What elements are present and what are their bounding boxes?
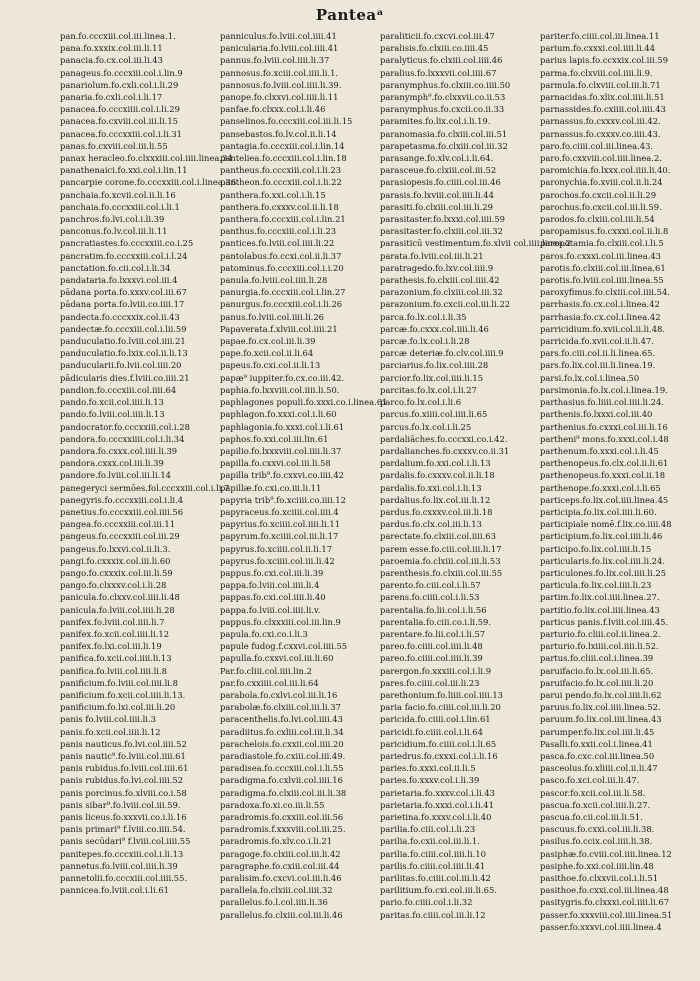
index-entry: paranymphus.fo.cxcii.co.ii.33: [380, 104, 505, 115]
index-entry: paria facio.fo.ciiii.col.iii.li.20: [380, 702, 501, 713]
index-entry: pasiphæ.fo.cviii.col.iiii.linea.12: [540, 848, 672, 859]
index-entry: paranymph⁹.fo.clxxvii.co.ii.53: [380, 92, 506, 103]
index-entry: parabolæ.fo.clxiii.col.iii.li.37: [220, 702, 341, 713]
index-entry: panacia.fo.cx.col.iii.li.43: [60, 55, 163, 66]
index-entry: paradiastole.fo.cxiii.col.iii.49.: [220, 750, 346, 761]
index-entry: pappa.fo.lviii.col.iiii.li.v.: [220, 604, 321, 615]
index-entry: paritas.fo.ciiii.col.iii.li.12: [380, 909, 486, 920]
index-entry: pasceolus.fo.xliiii.col.ii.li.47: [540, 763, 658, 774]
index-entry: pandore.fo.lviii.col.iii.li.14: [60, 470, 171, 481]
index-entry: panifex.fo.lxi.col.iii.li.19: [60, 641, 162, 652]
index-entry: paricida.fo.ciiii.col.i.lin.61: [380, 714, 491, 725]
index-entry: panitepes.fo.cccxiii.col.i.li.13: [60, 848, 184, 859]
index-entry: panthera.fo.xxi.col.i.li.15: [220, 189, 326, 200]
index-entry: panthus.fo.cccxiii.col.i.li.23: [220, 226, 337, 237]
index-entry: panificium.fo.lxi.col.iii.li.20: [60, 702, 176, 713]
index-entry: parricida.fo.xvii.col.ii.li.47.: [540, 336, 654, 347]
index-entry: pasiphe.fo.xxi.col.iiii.lin.48: [540, 860, 654, 871]
index-entry: participiale nomē.f.lix.co.iiii.48: [540, 519, 672, 530]
index-entry: panis.fo.xcii.col.iiii.li.12: [60, 726, 161, 737]
index-entry: paralius.fo.lxxxvii.col.iiii.67: [380, 67, 497, 78]
index-entry: papyrus.fo.xciiii.col.iii.li.42: [220, 555, 335, 566]
index-entry: panduculatio.fo.lviii.col.iiii.21: [60, 336, 186, 347]
index-entry: parnassides.fo.cxiiii.col.iiii.43: [540, 104, 666, 115]
index-entry: panis liceus.fo.xxxvii.co.i.li.16: [60, 812, 187, 822]
index-column-1: [60, 30, 237, 975]
index-entry: parazonium.fo.cxcii.col.iii.li.22: [380, 299, 511, 310]
index-entry: parma.fo.clxviii.col.iiii.li.9.: [540, 67, 653, 78]
index-entry: panis rubidus.fo.lviii.col.iiii.61: [60, 763, 189, 774]
index-entry: paruifacio.fo.lx.col.iiii.li.20: [540, 677, 654, 688]
index-column-2: [220, 30, 388, 975]
index-entry: parnassus.fo.cxxxv.col.iii.42.: [540, 116, 661, 127]
index-entry: paradoxa.fo.xi.co.iii.li.55: [220, 799, 325, 810]
index-entry: paragraphe.fo.cxiii.col.iii.44: [220, 860, 340, 871]
index-entry: paruifacio.fo.lx.col.iii.li.65.: [540, 665, 654, 676]
index-entry: panax heracleo.fo.clxxxiii.col.iiii.linea.34: [60, 153, 233, 164]
index-entry: parenthesis.fo.clxiii.col.iii.55: [380, 567, 503, 578]
index-entry: parasis.fo.lxviii.col.iiii.li.44: [380, 189, 494, 200]
index-entry: pardus.fo.clx.col.iii.li.13: [380, 519, 482, 530]
index-entry: parentalia.fo.lii.col.i.li.56: [380, 604, 487, 615]
index-entry: parui pendo.fo.lx.col.iiii.li.62: [540, 689, 662, 700]
index-entry: parturio.fo.lxiiii.col.iiii.li.52.: [540, 641, 659, 652]
index-entry: paradromis.f.xxxviii.col.iii.25.: [220, 824, 346, 835]
index-entry: papulla.fo.cxxvi.col.iii.li.60: [220, 653, 334, 664]
index-entry: parallelus.fo.l.col.iiii.li.36: [220, 897, 328, 908]
index-entry: paralisis.fo.clxiii.co.iiii.45: [380, 43, 489, 54]
index-entry: panariolum.fo.cxli.col.i.li.29: [60, 79, 179, 90]
index-entry: pando.fo.lviii.col.iiii.li.13: [60, 409, 165, 420]
index-entry: panconus.fo.lv.col.iii.li.11: [60, 226, 168, 237]
index-entry: pancratiastes.fo.cccxxiii.co.i.25: [60, 238, 194, 249]
index-entry: pasco.fo.xci.col.iii.li.47.: [540, 775, 640, 786]
index-entry: pannosus.fo.lviii.col.iiii.li.39.: [220, 79, 342, 90]
index-entry: panfae.fo.clxxx.col.i.li.46: [220, 104, 326, 115]
index-entry: papyria trib⁹.fo.xciiii.co.iiii.12: [220, 494, 346, 505]
index-entry: panageus.fo.cccxiii.col.i.lin.9: [60, 67, 183, 78]
index-entry: participium.fo.lix.col.iiii.li.46: [540, 531, 663, 542]
index-entry: panctation.fo.cii.col.i.li.34: [60, 262, 171, 273]
index-entry: papillæ.fo.cxi.co.iii.li.11: [220, 482, 322, 493]
index-entry: parsi.fo.lx.col.i.linea.50: [540, 372, 640, 383]
index-entry: pardalis.fo.xxi.col.i.li.13: [380, 482, 482, 493]
index-entry: paradromis.fo.xlv.co.i.li.21: [220, 836, 333, 847]
index-entry: parachelois.fo.cxxii.col.iiii.20: [220, 738, 344, 749]
index-entry: panchaia.fo.cccxxiii.col.i.li.1: [60, 201, 180, 212]
index-entry: panacea.fo.cccxiiii.col.i.li.29: [60, 104, 180, 115]
index-entry: parcus.fo.xiiii.col.iiii.li.65: [380, 409, 488, 420]
index-entry: parata.fo.lviii.col.iii.li.21: [380, 250, 484, 261]
index-entry: panope.fo.clxxvi.col.iiii.li.11: [220, 92, 339, 103]
index-entry: panicularia.fo.lviii.col.iiii.41: [220, 43, 339, 54]
index-entry: parthenius.fo.cxxxi.col.iii.li.16: [540, 421, 668, 432]
index-entry: parilia.fo.ciii.col.i.li.23: [380, 824, 476, 835]
index-entry: panchaia.fo.xcvii.col.ii.li.16: [60, 189, 176, 200]
index-entry: pandion.fo.cccxiii.col.iiii.64: [60, 384, 177, 395]
index-entry: parcitas.fo.lx.col.i.li.27: [380, 384, 477, 395]
index-entry: papula.fo.cxi.co.i.li.3: [220, 628, 308, 639]
index-entry: pādana porta.fo.xxxv.col.iii.67: [60, 287, 187, 298]
index-entry: parcus.fo.lx.col.i.li.25: [380, 421, 472, 432]
index-entry: parciarius.fo.lix.col.iiii.28: [380, 360, 489, 371]
index-entry: panduculatio.fo.lxix.col.ii.li.13: [60, 348, 188, 359]
index-entry: panis porcinus.fo.xlviii.co.i.58: [60, 787, 187, 798]
index-entry: panis secūdari⁹ f.lviii.col.iiii.55: [60, 836, 191, 847]
index-entry: paranomasia.fo.clxiii.col.iii.51: [380, 128, 508, 139]
index-entry: papae.fo.cx.col.iii.li.39: [220, 336, 316, 347]
index-entry: parasiticū vestimentum.fo.xlvii col.iiii.linea.2: [380, 238, 571, 249]
index-entry: panis sibar⁹.fo.lviii.col.iii.59.: [60, 799, 181, 810]
index-entry: papyraceus.fo.xciiii.col.iiii.4: [220, 506, 339, 517]
index-entry: parotis.fo.lviii.col.iiii.linea.55: [540, 275, 664, 286]
index-entry: pars.fo.lix.col.iii.li.linea.19.: [540, 360, 656, 371]
index-entry: panniculus.fo.lviii.col.iiii.41: [220, 31, 337, 41]
index-entry: pareo.fo.ciiii.col.iiii.li.39: [380, 653, 483, 664]
index-entry: pandora.fo.cccxxiiii.col.i.li.34: [60, 433, 185, 444]
index-entry: parthenopeus.fo.xxxi.col.ii.18: [540, 470, 666, 481]
index-entry: paroemia.fo.clxiii.col.iii.li.53: [380, 555, 501, 566]
index-entry: parilitium.fo.cxi.col.iii.li.65.: [380, 885, 497, 896]
index-entry: pasitygris.fo.clxxxi.col.iiii.li.67: [540, 897, 670, 908]
index-entry: pardaliāches.fo.cccxxi.co.i.42.: [380, 433, 508, 444]
index-entry: panus.fo.lviii.col.iiii.li.26: [220, 311, 324, 322]
index-entry: parasitaster.fo.clxiii.col.iii.32: [380, 226, 503, 237]
index-entry: papeus.fo.cxi.col.ii.li.13: [220, 360, 321, 371]
index-entry: paronychia.fo.xviii.col.ii.li.24: [540, 177, 663, 188]
index-entry: panselinos.fo.cccxiii.col.iii.li.15: [220, 116, 353, 127]
index-entry: parthenopeus.fo.clx.col.ii.li.61: [540, 458, 669, 469]
index-entry: parectate.fo.clxiii.col.iiii.63: [380, 531, 496, 542]
index-entry: parasceue.fo.clxiii.col.iii.52: [380, 165, 497, 176]
index-entry: pardalium.fo.xxi.col.i.li.13: [380, 458, 491, 469]
index-entry: parium.fo.cxxxi.col.iiii.li.44: [540, 43, 656, 54]
index-entry: particulones.fo.lix.col.iiii.li.25: [540, 567, 667, 578]
index-entry: pancratim.fo.cccxxiii.col.i.l.24: [60, 250, 188, 261]
index-entry: panchros.fo.lvi.col.i.li.39: [60, 214, 165, 225]
index-entry: parotis.fo.clxiii.col.iii.linea.61: [540, 262, 666, 273]
index-entry: pareo.fo.ciiii.col.iiii.li.48: [380, 641, 483, 652]
index-entry: parumper.fo.lix.col.iiii.li.45: [540, 726, 655, 737]
index-entry: paruum.fo.lix.col.iiii.linea.43: [540, 714, 662, 725]
index-entry: pariter.fo.ciiii.col.iii.linea.11: [540, 31, 660, 41]
index-entry: papyrius.fo.xciiii.col.iiii.li.11: [220, 519, 341, 530]
index-entry: pana.fo.xxxix.col.iii.li.11: [60, 43, 163, 54]
index-entry: pandora.cxxx.col.iii.li.39: [60, 458, 164, 469]
index-entry: parentalia.fo.ciii.co.i.li.59.: [380, 616, 492, 627]
index-entry: paranymphus.fo.clxiii.co.iiii.50: [380, 79, 511, 90]
index-entry: parens.fo.ciiii.col.i.li.53: [380, 592, 480, 603]
index-entry: panula.fo.lviii.col.iiii.li.28: [220, 275, 328, 286]
index-entry: pannetolii.fo.cccxiii.col.iiii.55.: [60, 873, 188, 884]
index-entry: panurgia.fo.cccxiii.col.i.lin.27: [220, 287, 346, 298]
index-entry: parochos.fo.cxcii.col.ii.li.29: [540, 189, 657, 200]
index-entry: parasiti.fo.clxiii.col.iii.li.29: [380, 201, 493, 212]
index-entry: paratragedo.fo.lxv.col.iiii.9: [380, 262, 494, 273]
index-entry: pannicea.fo.lviii.col.i.li.61: [60, 885, 169, 896]
index-entry: parallelus.fo.clxiii.col.iii.li.46: [220, 909, 343, 920]
index-entry: parcæ.fo.cxxx.col.iiii.li.46: [380, 323, 489, 334]
index-entry: parergon.fo.xxxiii.col.i.li.9: [380, 665, 492, 676]
index-entry: panthera.fo.cccxiii.col.i.lin.21: [220, 214, 346, 225]
index-entry: panthera.fo.cxxxv.col.ii.li.18: [220, 201, 339, 212]
index-entry: pando.fo.xcii.col.iiii.li.13: [60, 397, 164, 408]
index-entry: pannosus.fo.xciii.col.iiii.li.1.: [220, 67, 339, 78]
index-entry: parrhasis.fo.cx.col.i.linea.42: [540, 299, 660, 310]
index-entry: parthasius.fo.liiii.col.iiii.li.24.: [540, 397, 664, 408]
index-columns: [60, 30, 692, 975]
index-entry: parasitaster.fo.lxxxi.col.iiii.59: [380, 214, 506, 225]
index-entry: parapetasma.fo.clxiii.col.iii.32: [380, 140, 508, 151]
index-entry: pardalius.fo.lix.col.iii.li.12: [380, 494, 491, 505]
index-entry: parilis.fo.ciiii.col.iiii.li.41: [380, 860, 486, 871]
index-entry: parilitas.fo.ciiii.col.iii.li.42: [380, 873, 491, 884]
index-entry: panas.fo.cxviii.col.iii.li.55: [60, 140, 168, 151]
index-entry: pangeus.fo.lxxvi.col.ii.li.3.: [60, 543, 171, 554]
index-entry: paro.fo.cxxviii.col.iiii.linea.2.: [540, 153, 662, 164]
index-entry: pantolabus.fo.ccxi.col.ii.li.37: [220, 250, 342, 261]
index-entry: parietina.fo.xxxv.col.i.li.40: [380, 812, 492, 822]
index-entry: pascua.fo.xcii.col.iiii.li.27.: [540, 799, 651, 810]
index-entry: paroxyfimus.fo.clxiii.col.iiii.54.: [540, 287, 670, 298]
index-entry: parodos.fo.clxiii.col.iii.li.54: [540, 214, 655, 225]
index-entry: par.fo.cxxiiii.col.iii.li.64: [220, 677, 319, 688]
index-entry: pariedrus.fo.cxxxi.col.i.li.16: [380, 750, 498, 761]
index-entry: pasithoe.fo.clxxvii.col.i.li.51: [540, 873, 659, 884]
index-entry: pandataria.fo.lxxxvi.col.iii.4: [60, 275, 178, 286]
index-entry: pars.fo.ciii.col.ii.li.linea.65.: [540, 348, 656, 359]
index-entry: panifex.fo.lviii.col.iiii.li.7: [60, 616, 165, 627]
index-entry: pario.fo.ciiii.col.i.li.32: [380, 897, 473, 908]
index-entry: pandocrator.fo.cccxxiii.col.i.28: [60, 421, 190, 432]
index-entry: pasilus.fo.ccix.col.iiii.li.38.: [540, 836, 653, 847]
index-entry: paphlagonia.fo.xxxi.col.i.li.61: [220, 421, 345, 432]
index-entry: pansebastos.fo.lv.col.ii.li.14: [220, 128, 337, 139]
index-entry: parricidium.fo.xvii.col.ii.li.48.: [540, 323, 666, 334]
index-entry: participia.fo.lix.col.iiii.li.60.: [540, 506, 657, 517]
index-entry: paphia.fo.lxxviii.col.iiii.li.50.: [220, 384, 340, 395]
index-entry: pannetus.fo.lviii.col.iiii.li.39: [60, 860, 178, 871]
index-entry: particula.fo.lix.col.iiii.li.23: [540, 580, 652, 591]
index-entry: particus panis.f.lviii.col.iiii.45.: [540, 616, 669, 627]
index-entry: pardus.fo.cxxxv.col.iii.li.18: [380, 506, 493, 517]
index-entry: pantagia.fo.cccxiii.col.i.lin.14: [220, 140, 345, 151]
index-column-4: [540, 30, 692, 975]
index-entry: Papaverata.f.xlviii.col.iiii.21: [220, 323, 338, 334]
index-entry: parcæ deteriæ.fo.clv.col.iiii.9: [380, 348, 504, 359]
index-entry: pasca.fo.cxc.col.iii.linea.50: [540, 750, 655, 761]
index-entry: panifica.fo.xcii.col.iiii.li.13: [60, 653, 172, 664]
index-entry: pancarpie corone.fo.cccxxiii.col.i.linea.36: [60, 177, 237, 188]
index-entry: panurgus.fo.cccxiii.col.i.li.26: [220, 299, 343, 310]
index-entry: pandectæ.fo.cccxiii.col.i.lii.59: [60, 323, 187, 334]
index-entry: parius lapis.fo.ccxxix.col.iii.59: [540, 55, 669, 66]
index-entry: panteliea.fo.cccxiii.col.i.lin.18: [220, 153, 347, 164]
index-entry: panegeryci sermōes.fol.cccxxiii.col.i.li.7: [60, 482, 230, 493]
index-entry: pappus.fo.clxxxiii.col.iii.lin.9: [220, 616, 341, 627]
index-entry: panifex.fo.xcii.col.iiii.li.12: [60, 628, 170, 639]
index-entry: panegyris.fo.cccxxiii.col.i.li.4: [60, 494, 184, 505]
index-entry: panicula.fo.lviii.col.iiii.li.28: [60, 604, 175, 615]
index-entry: panificium.fo.xcii.col.iiii.li.13.: [60, 689, 186, 700]
index-entry: paramites.fo.lix.col.i.li.19.: [380, 116, 491, 127]
index-entry: parnacidas.fo.xlix.col.iiii.li.51: [540, 92, 665, 103]
index-entry: panicula.fo.clxxv.col.iiii.li.48: [60, 592, 180, 603]
index-entry: paralyticus.fo.clxiii.col.iiii.46: [380, 55, 503, 66]
index-entry: papilla trib⁹.fo.cxxvi.co.iiii.42: [220, 470, 344, 481]
index-entry: pascor.fo.xcii.col.iii.li.58.: [540, 787, 646, 798]
index-entry: paropotamia.fo.clxiii.col.i.li.5: [540, 238, 664, 249]
index-entry: panifica.fo.lviii.col.iiii.li.8: [60, 665, 167, 676]
index-entry: papyrum.fo.xciiii.col.iii.li.17: [220, 531, 339, 542]
index-entry: pape.fo.xcii.col.ii.li.64: [220, 348, 314, 359]
index-entry: partheni⁹ mons.fo.xxxi.col.i.48: [540, 433, 669, 444]
index-entry: pantices.fo.lviii.col.iiii.li.22: [220, 238, 335, 249]
index-entry: panacea.fo.cccxxiii.col.i.li.31: [60, 128, 183, 139]
index-entry: papilla.fo.cxxvi.col.iii.li.58: [220, 458, 331, 469]
index-entry: parthenis.fo.lxxxi.col.iii.40: [540, 409, 653, 420]
index-entry: pascuus.fo.cxxi.col.iii.li.38.: [540, 824, 655, 835]
index-entry: pardalis.fo.cxxxv.col.ii.li.18: [380, 470, 495, 481]
index-entry: papæ⁹ iuppiter.fo.cx.co.iii.42.: [220, 372, 345, 383]
index-entry: panathenaici.fo.xxi.col.i.lin.11: [60, 165, 188, 176]
index-entry: paralisim.fo.cxcvi.col.iii.li.46: [220, 873, 342, 884]
index-entry: paragoge.fo.clxiii.col.iii.li.42: [220, 848, 341, 859]
index-entry: parazonium.fo.clxiii.col.iii.32: [380, 287, 503, 298]
index-entry: paphlagones populi.fo.xxxi.co.i.linea.61: [220, 397, 388, 408]
index-entry: parthenope.fo.xxxi.col.i.li.65: [540, 482, 661, 493]
index-entry: panetius.fo.cccxxiii.col.iiii.56: [60, 506, 184, 517]
index-entry: parilia.fo.ciiii.col.iiii.li.10: [380, 848, 486, 859]
index-entry: paro.fo.ciiii.col.iii.linea.43.: [540, 140, 654, 151]
index-entry: panis primari⁹ f.lviii.co.iiii.54.: [60, 824, 186, 835]
index-entry: paries.fo.xxxi.col.ii.li.5: [380, 763, 476, 774]
index-entry: participo.fo.lix.col.iiii.li.15: [540, 543, 652, 554]
page-header: Panteaᵃ: [315, 6, 385, 24]
index-entry: parmula.fo.clxviii.col.iii.li.71: [540, 79, 661, 90]
index-entry: Pasalli.fo.xxii.col.i.linea.41: [540, 738, 653, 749]
index-entry: parathesis.fo.clxiii.col.iiii.42: [380, 275, 500, 286]
index-entry: paruus.fo.lix.col.iiii.linea.52.: [540, 702, 661, 713]
index-entry: particeps.fo.lix.col.iiii.linea.45: [540, 494, 669, 505]
index-entry: papule fudog.f.cxxvi.col.iiii.55: [220, 641, 348, 652]
index-entry: panducularii.fo.lvii.col.iiii.20: [60, 360, 182, 371]
index-entry: paries.fo.xxxv.col.i.li.39: [380, 775, 480, 786]
index-entry: pan.fo.cccxiii.col.iii.linea.1.: [60, 31, 176, 41]
index-entry: parethonium.fo.liiii.col.iiii.13: [380, 689, 504, 700]
index-entry: paphos.fo.xxi.col.iii.lin.61: [220, 433, 329, 444]
index-entry: paradisea.fo.cccxiii.col.i.li.55: [220, 763, 344, 774]
index-entry: passer.fo.xxxviii.col.iiii.linea.51: [540, 909, 673, 920]
index-entry: pangi.fo.cxxxix.col.iii.li.60: [60, 555, 171, 566]
index-entry: parochus.fo.cxcii.col.iii.li.59.: [540, 201, 662, 212]
index-entry: pandora.fo.cxxx.col.iiii.li.39: [60, 445, 178, 456]
index-entry: pardalianches.fo.cxxxv.co.ii.31: [380, 445, 510, 456]
index-entry: parento.fo.ciii.col.i.li.57: [380, 580, 481, 591]
index-entry: parasange.fo.xlv.col.i.li.64.: [380, 153, 494, 164]
index-entry: pangea.fo.cccxxiii.col.iii.11: [60, 519, 176, 530]
index-entry: parca.fo.lx.col.i.li.35: [380, 311, 467, 322]
index-entry: parturio.fo.cliii.col.ii.linea.2.: [540, 628, 661, 639]
index-entry: parcæ.fo.lx.col.i.li.28: [380, 336, 470, 347]
index-entry: parietaria.fo.xxxi.col.i.li.41: [380, 799, 494, 810]
index-entry: particularis.fo.lix.col.iiii.li.24.: [540, 555, 665, 566]
index-entry: paricidi.fo.ciiii.col.i.li.64: [380, 726, 483, 737]
index-entry: paricidium.fo.ciiii.col.i.li.65: [380, 738, 497, 749]
index-entry: parilia.fo.cxii.col.iii.li.1.: [380, 836, 480, 847]
index-entry: parasiopesis.fo.ciiii.col.iii.46: [380, 177, 501, 188]
index-entry: pādicularis dies.f.lviii.co.iiii.21: [60, 372, 190, 383]
index-entry: parabola.fo.cxlvi.col.iii.li.16: [220, 689, 338, 700]
index-entry: paradigma.fo.clxiii.col.iii.li.38: [220, 787, 347, 798]
index-entry: paradigma.fo.cxlvii.col.iiii.16: [220, 775, 343, 786]
index-entry: panis nautic⁹.fo.lviii.col.iiii.61: [60, 750, 186, 761]
index-entry: patominus.fo.cccxiii.col.i.i.20: [220, 262, 344, 273]
index-entry: pappus.fo.cxi.col.iii.li.39: [220, 567, 324, 578]
index-entry: pango.fo.clxxxv.col.i.li.28: [60, 580, 167, 591]
index-entry: paros.fo.cxxxi.col.iii.linea.43: [540, 250, 662, 261]
index-entry: pangeus.fo.cccxxiii.col.iii.29: [60, 531, 180, 542]
index-entry: partus.fo.cliii.col.i.linea.39: [540, 653, 654, 664]
index-entry: parnassus.fo.cxxxv.co.iiii.43.: [540, 128, 661, 139]
index-entry: pappa.fo.lviii.col.iiii.li.4: [220, 580, 320, 591]
index-entry: pappas.fo.cxi.col.iiii.li.40: [220, 592, 326, 603]
index-entry: pādana porta.fo.lviii.co.iiii.17: [60, 299, 185, 310]
index-entry: paracenthelis.fo.lvi.col.iiii.43: [220, 714, 343, 725]
index-entry: paradiitus.fo.cxliii.col.iii.li.34: [220, 726, 344, 737]
index-entry: paromichia.fo.lxxx.col.iiii.li.40.: [540, 165, 671, 176]
index-entry: pares.fo.ciiii.col.iii.li.23: [380, 677, 480, 688]
index-entry: paraliticii.fo.cxcvi.col.iii.47: [380, 31, 495, 41]
index-entry: paradromis.fo.cxxiii.col.iii.56: [220, 812, 344, 822]
index-entry: parcior.fo.lix.col.iiii.li.15: [380, 372, 484, 383]
index-entry: parallela.fo.clxiii.col.iiii.32: [220, 885, 333, 896]
index-entry: partim.fo.lix.col.iiii.linea.27.: [540, 592, 660, 603]
index-entry: parco.fo.lx.col.i.li.6: [380, 397, 462, 408]
index-entry: panis fo.lviii.col.iiii.li.3: [60, 714, 156, 725]
index-entry: Par.fo.cliii.col.iiii.lin.2: [220, 665, 312, 676]
index-entry: pandecta.fo.cccxxix.col.ii.43: [60, 311, 180, 322]
index-entry: parrhasia.fo.cx.col.i.linea.42: [540, 311, 661, 322]
index-entry: parem esse.fo.ciii.col.iii.li.17: [380, 543, 502, 554]
index-entry: pantheus.fo.cccxiii.col.i.li.23: [220, 165, 342, 176]
index-column-3: [380, 30, 571, 975]
index-entry: papilio.fo.lxxxviii.col.iiii.li.37: [220, 445, 342, 456]
index-entry: pantheon.fo.cccxiii.col.i.li.22: [220, 177, 342, 188]
index-entry: paphlagon.fo.xxxi.col.i.li.60: [220, 409, 337, 420]
index-entry: pango.fo.cxxxix.col.iii.li.59: [60, 567, 173, 578]
index-entry: papyrus.fo.xciiii.col.ii.li.17: [220, 543, 333, 554]
index-entry: parsimonia.fo.lx.col.i.linea.19.: [540, 384, 668, 395]
index-entry: passer.fo.xxxvi.col.iiii.linea.4: [540, 921, 662, 932]
index-entry: panacea.fo.cxviii.col.iii.li.15: [60, 116, 178, 127]
index-entry: parthenum.fo.xxxi.col.i.li.45: [540, 445, 659, 456]
index-entry: pascua.fo.cii.col.iii.li.51.: [540, 812, 643, 822]
index-entry: pannus.fo.lviii.col.iiii.li.37: [220, 55, 330, 66]
index-entry: partitio.fo.lix.col.iiii.linea.43: [540, 604, 660, 615]
index-entry: panis rubidus.fo.lvi.col.iiii.52: [60, 775, 184, 786]
index-entry: panificium.fo.lviii.col.iiii.li.8: [60, 677, 178, 688]
index-entry: parentare.fo.lii.col.i.li.57: [380, 628, 486, 639]
index-entry: pasithoe.fo.cxxi.col.iii.linea.48: [540, 885, 669, 896]
index-entry: panaria.fo.cxli.col.i.li.17: [60, 92, 163, 103]
index-entry: panis nauticus.fo.lvi.col.iiii.52: [60, 738, 187, 749]
index-entry: paropamisus.fo.cxxxi.col.ii.li.8: [540, 226, 669, 237]
index-entry: parietaria.fo.xxxv.col.i.li.43: [380, 787, 496, 798]
